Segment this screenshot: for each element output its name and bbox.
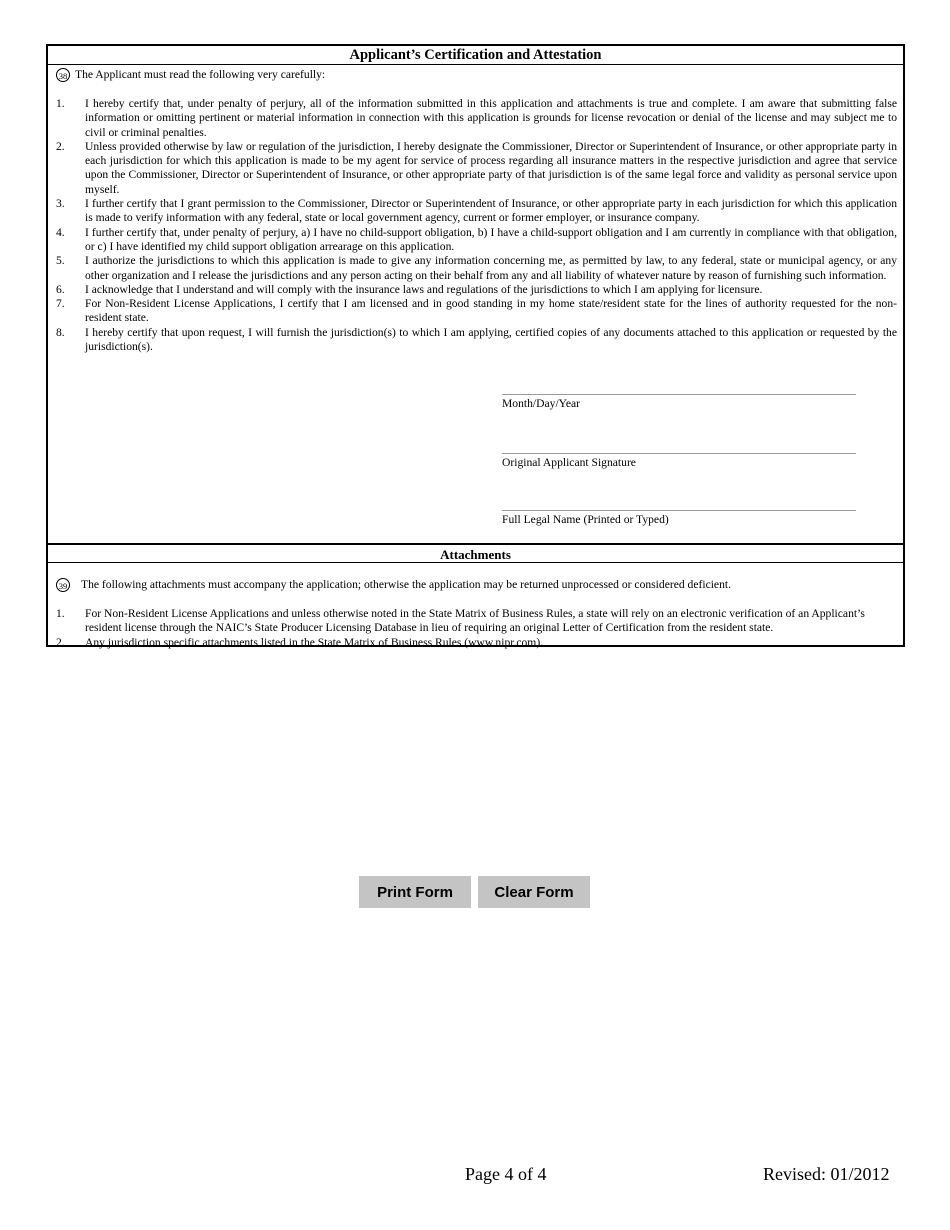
attachments-title: Attachments [48, 543, 903, 563]
certification-intro [56, 68, 325, 82]
certification-title: Applicant’s Certification and Attestation [48, 46, 903, 65]
certification-list [56, 97, 897, 354]
revision-date: Revised: 01/2012 [763, 1164, 890, 1184]
signature-label: Original Applicant Signature [502, 456, 636, 469]
attachments-intro-text: The following attachments must accompany the application; otherwise the application may be returned unprocessed or considered deficient. [81, 578, 731, 591]
certification-intro-text: The Applicant must read the following very carefully: [75, 68, 326, 81]
list-item: 8. I hereby certify that upon request, I will furnish the jurisdiction(s) to which I am applying, certified copies of any documents attached to this application or requested by the jurisdiction(s). [56, 325, 897, 354]
print-form-button[interactable]: Print Form [359, 876, 471, 908]
question-number-badge: 38 [56, 68, 70, 82]
list-item: 7. For Non-Resident License Applications, I certify that I am licensed and in good standing in my home state/resident state for the lines of authority requested for the non-resident state. [56, 297, 897, 325]
page-number: Page 4 of 4 [465, 1164, 547, 1184]
date-field[interactable] [502, 394, 856, 410]
list-item: 5. I authorize the jurisdictions to which this application is made to give any information concerning me, as permitted by law, to any federal, state or municipal agency, or any other organization and I release the jurisdictions and any person acting on their behalf from any and all liability of whatever nature by reason of furnishing such information. [56, 254, 897, 282]
list-item: 6. I acknowledge that I understand and will comply with the insurance laws and regulations of the jurisdictions to which I am applying for licensure. [56, 282, 763, 296]
list-item: 2. Unless provided otherwise by law or regulation of the jurisdiction, I hereby designate the Commissioner, Director or Superintendent of Insurance, or other appropriate party in each jurisdiction for which this application is made to be my agent for service of process regarding all insurance matters in the respective jurisdiction and agree that service upon the Commissioner, Director or Superintendent of Insurance, or other appropriate party of that jurisdiction is of the same legal force and validity as personal service upon myself. [56, 139, 897, 196]
list-item: 1. For Non-Resident License Applications and unless otherwise noted in the State Matrix of Business Rules, a state will rely on an electronic verification of an Applicant’s resident license through the NAIC’s State Producer Licensing Database in lieu of requiring an original Letter of Certification from the resident state. [56, 607, 865, 635]
list-item: 4. I further certify that, under penalty of perjury, a) I have no child-support obligation, b) I have a child-support obligation and I am currently in compliance with that obligation, or c) I have identified my child support obligation arrearage on this application. [56, 225, 897, 253]
full-name-field[interactable] [502, 510, 856, 526]
full-name-label: Full Legal Name (Printed or Typed) [502, 513, 669, 526]
list-item: 1. I hereby certify that, under penalty of perjury, all of the information submitted in this application and attachments is true and complete. I am aware that submitting false information or omitting pertinent or material information in connection with this application is grounds for license revocation or denial of the license and may subject me to civil or criminal penalties. [56, 97, 897, 139]
list-item: 2. Any jurisdiction specific attachments listed in the State Matrix of Business Rules (www.nipr.com). [56, 635, 544, 649]
signature-line [502, 453, 856, 454]
certification-form-frame [46, 44, 905, 647]
full-name-line [502, 510, 856, 511]
clear-form-button[interactable]: Clear Form [478, 876, 590, 908]
signature-field[interactable] [502, 453, 856, 469]
question-number-badge: 39 [56, 578, 70, 592]
date-signature-line [502, 394, 856, 395]
list-item: 3. I further certify that I grant permission to the Commissioner, Director or Superintendent of Insurance, or other appropriate party in each jurisdiction for which this application is made to verify information with any federal, state or local government agency, current or former employer, or insurance company. [56, 197, 897, 225]
date-label: Month/Day/Year [502, 397, 581, 410]
attachments-intro [56, 578, 731, 592]
attachments-list [56, 607, 897, 650]
